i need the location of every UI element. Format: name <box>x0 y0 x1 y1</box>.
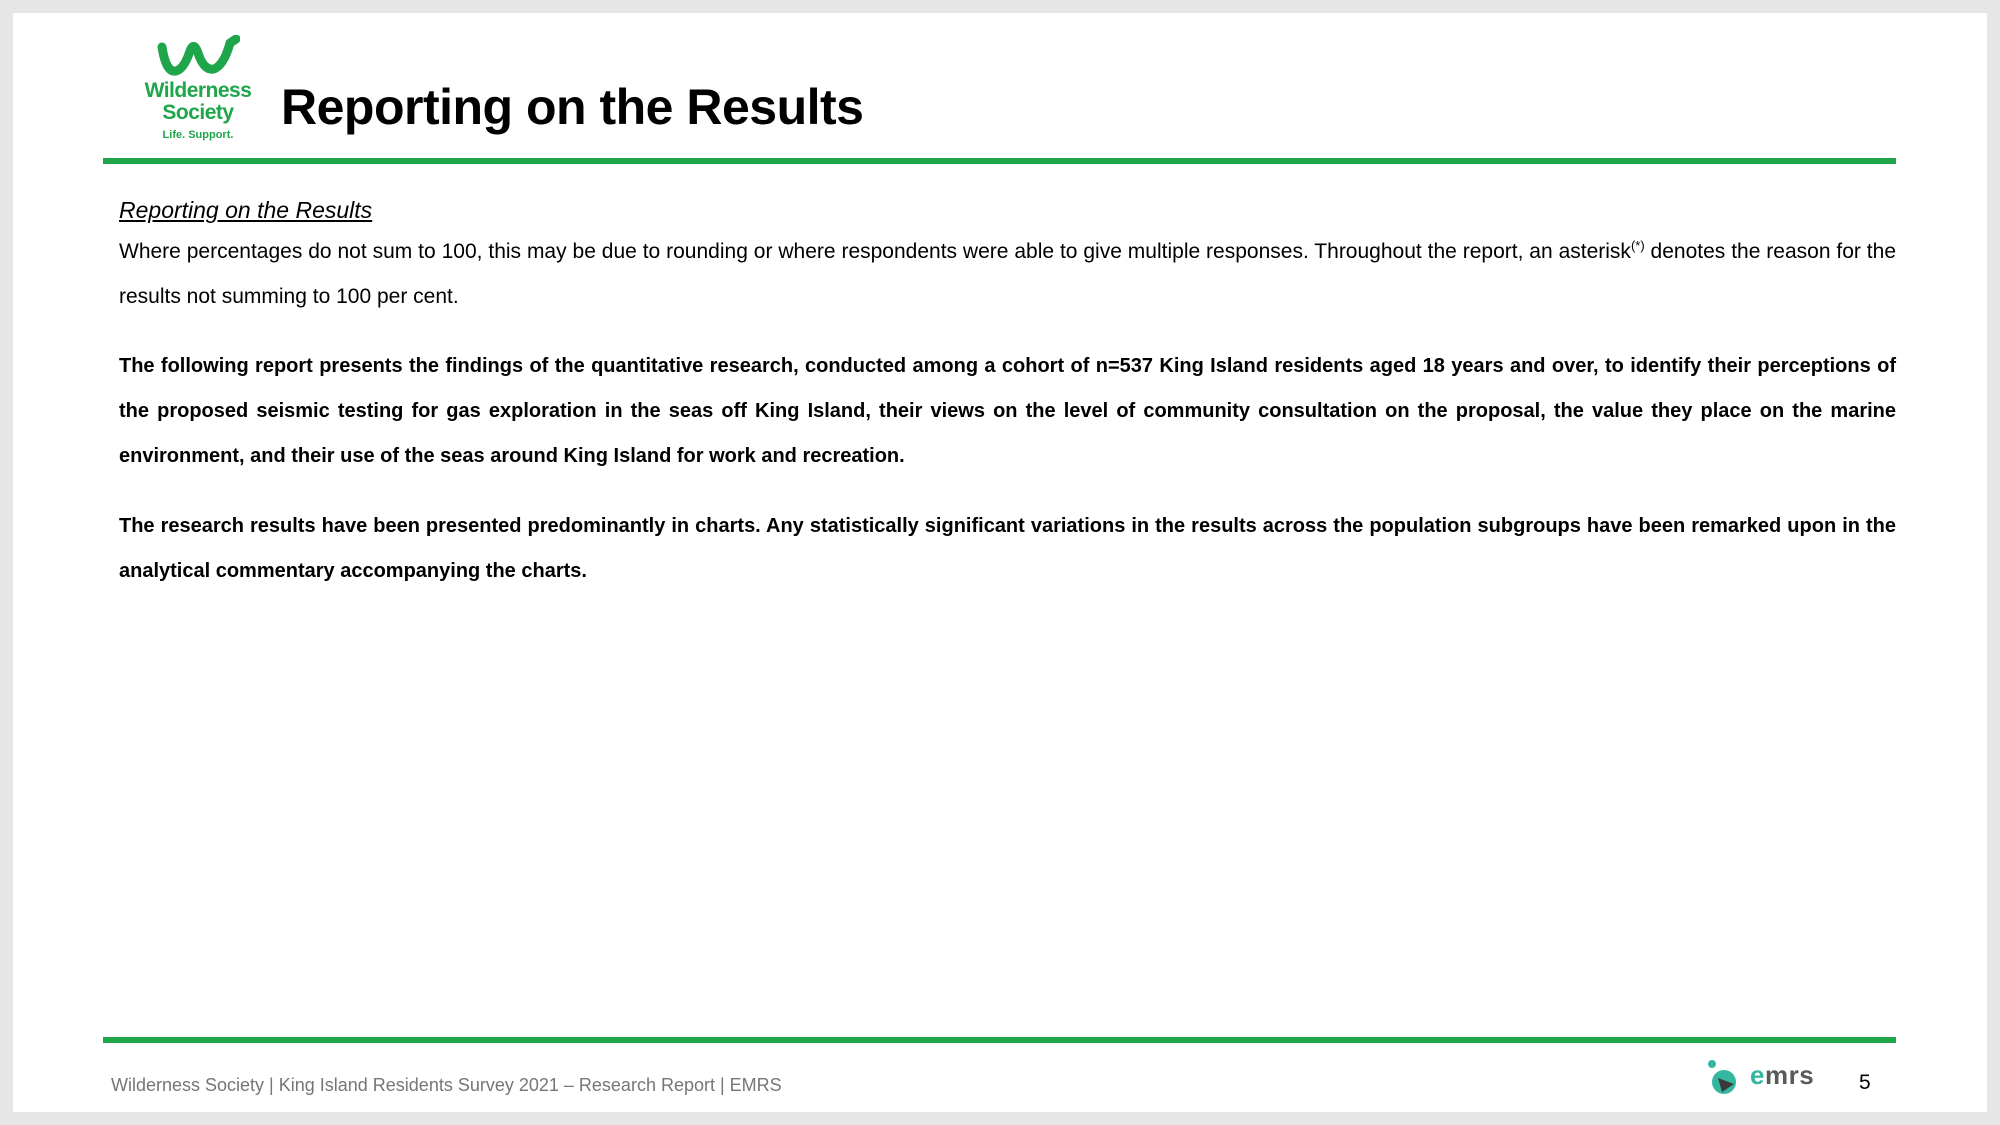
paragraph-rounding-text-2: denotes the reason for the results not summing to 100 per cent. <box>119 240 1897 308</box>
slide <box>13 13 1987 1112</box>
emrs-wordmark-e: e <box>1750 1060 1765 1090</box>
paragraph-rounding-text-1: Where percentages do not sum to 100, this may be due to rounding or where respondents were able to give multiple responses. Throughout the report, an asterisk <box>119 240 1631 263</box>
asterisk-superscript: (*) <box>1630 238 1645 253</box>
emrs-logo <box>1706 1058 1836 1098</box>
wilderness-w-icon <box>156 35 240 79</box>
footer-divider <box>103 1037 1896 1043</box>
footer-text: Wilderness Society | King Island Residents Survey 2021 – Research Report | EMRS <box>111 1075 782 1095</box>
page-number: 5 <box>1859 1071 1871 1094</box>
paragraph-research-overview: The following report presents the findings of the quantitative research, conducted among a cohort of n=537 King Island residents aged 18 years and over, to identify their perceptions of the proposed seismic testing for gas exploration in the seas off King Island, their views on the level of community consultation on the proposal, the value they place on the marine environment, and their use of the seas around King Island for work and recreation. <box>119 355 1896 467</box>
page-title: Reporting on the Results <box>281 79 864 135</box>
logo-name-line1: Wilderness <box>144 79 252 102</box>
paragraph-rounding-note <box>119 229 1896 319</box>
wilderness-society-logo <box>123 35 273 165</box>
emrs-logo-icon <box>1706 1058 1746 1098</box>
section-subheading: Reporting on the Results <box>119 197 373 223</box>
emrs-wordmark-rest: mrs <box>1764 1060 1815 1090</box>
header-divider <box>103 158 1896 164</box>
paragraph-results-presentation: The research results have been presented predominantly in charts. Any statistically significant variations in the results across the population subgroups have been remarked upon in the analytical commentary accompanying the charts. <box>119 515 1896 582</box>
logo-name-line2: Society <box>162 101 234 124</box>
content-body <box>119 193 1896 619</box>
logo-tagline: Life. Support. <box>162 129 234 141</box>
emrs-wordmark <box>1750 1060 1814 1091</box>
